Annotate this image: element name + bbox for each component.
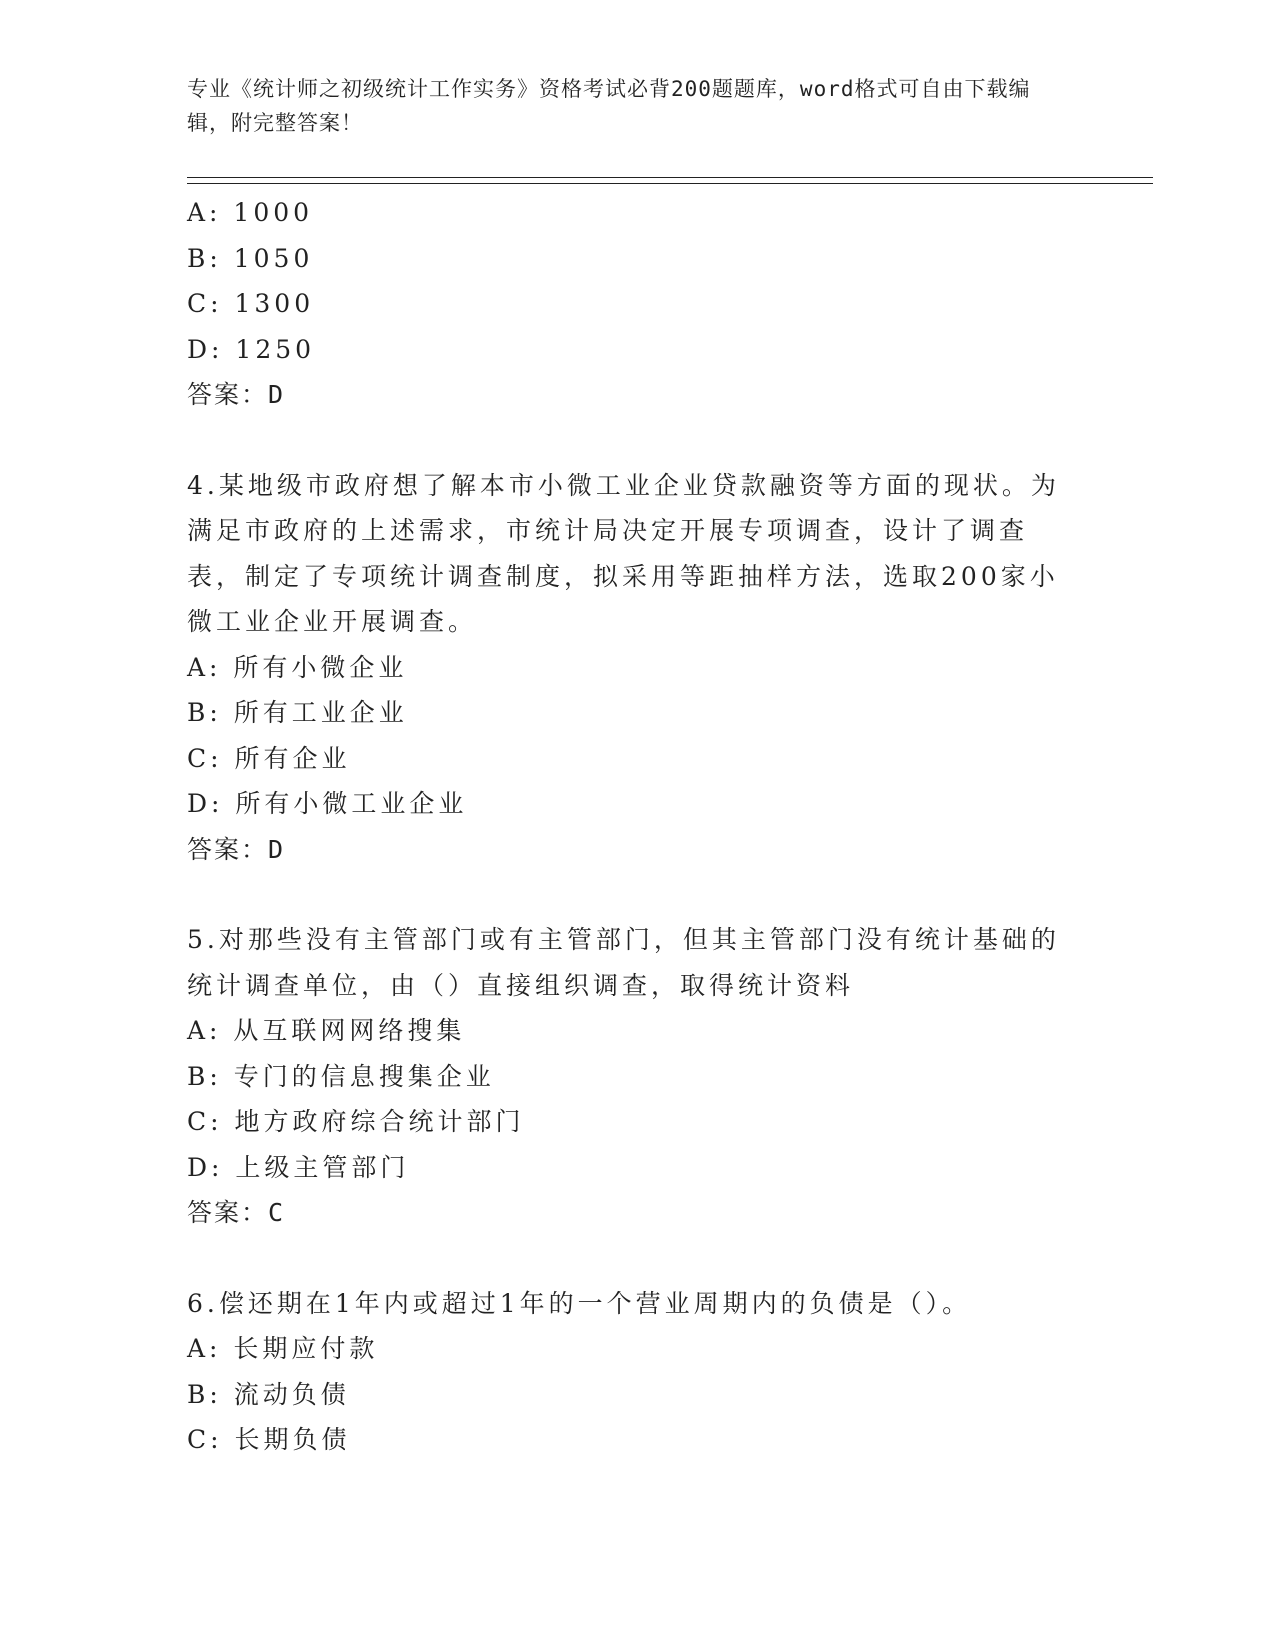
option-c: C: 1300 bbox=[187, 289, 315, 318]
option-c: C: 长期负债 bbox=[187, 1425, 351, 1454]
answer: 答案：D bbox=[187, 380, 286, 409]
option-b: B: 专门的信息搜集企业 bbox=[187, 1061, 495, 1091]
option-b: B: 所有工业企业 bbox=[187, 698, 408, 727]
question-text: 4.某地级市政府想了解本市小微工业企业贷款融资等方面的现状。为满足市政府的上述需求，市统计局决定开展专项调查，设计了调查表，制定了专项统计调查制度，拟采用等距抽样方法，选取200家小微工业企业开展调查。 bbox=[187, 470, 1060, 636]
question-4-block bbox=[187, 463, 1067, 873]
spacer bbox=[187, 418, 1067, 463]
option-a: A: 长期应付款 bbox=[187, 1334, 379, 1363]
option-d: D: 1250 bbox=[187, 334, 316, 364]
question-text: 6.偿还期在1年内或超过1年的一个营业周期内的负债是（）。 bbox=[187, 1288, 972, 1318]
question-6-block bbox=[187, 1281, 1067, 1463]
question-text: 5.对那些没有主管部门或有主管部门，但其主管部门没有统计基础的统计调查单位，由（）直接组织调查，取得统计资料 bbox=[187, 925, 1060, 1000]
question-list bbox=[187, 190, 1067, 1463]
option-c: C: 地方政府综合统计部门 bbox=[187, 1107, 525, 1136]
option-a: A: 1000 bbox=[187, 198, 314, 227]
question-5-block bbox=[187, 917, 1067, 1236]
option-a: A: 所有小微企业 bbox=[187, 652, 408, 682]
header-divider-top bbox=[187, 177, 1153, 178]
option-d: D: 上级主管部门 bbox=[187, 1152, 410, 1182]
answer: 答案：C bbox=[187, 1198, 286, 1227]
option-a: A: 从互联网网络搜集 bbox=[187, 1016, 466, 1045]
document-header: 专业《统计师之初级统计工作实务》资格考试必背200题题库，word格式可自由下载编辑，附完整答案！ bbox=[187, 77, 1031, 135]
spacer bbox=[187, 872, 1067, 917]
option-b: B: 流动负债 bbox=[187, 1379, 350, 1409]
option-d: D: 所有小微工业企业 bbox=[187, 789, 468, 818]
option-c: C: 所有企业 bbox=[187, 743, 351, 773]
option-b: B: 1050 bbox=[187, 243, 314, 273]
question-3-block bbox=[187, 190, 1067, 418]
spacer bbox=[187, 1236, 1067, 1281]
answer: 答案：D bbox=[187, 834, 286, 864]
header-divider-bottom bbox=[187, 183, 1153, 184]
